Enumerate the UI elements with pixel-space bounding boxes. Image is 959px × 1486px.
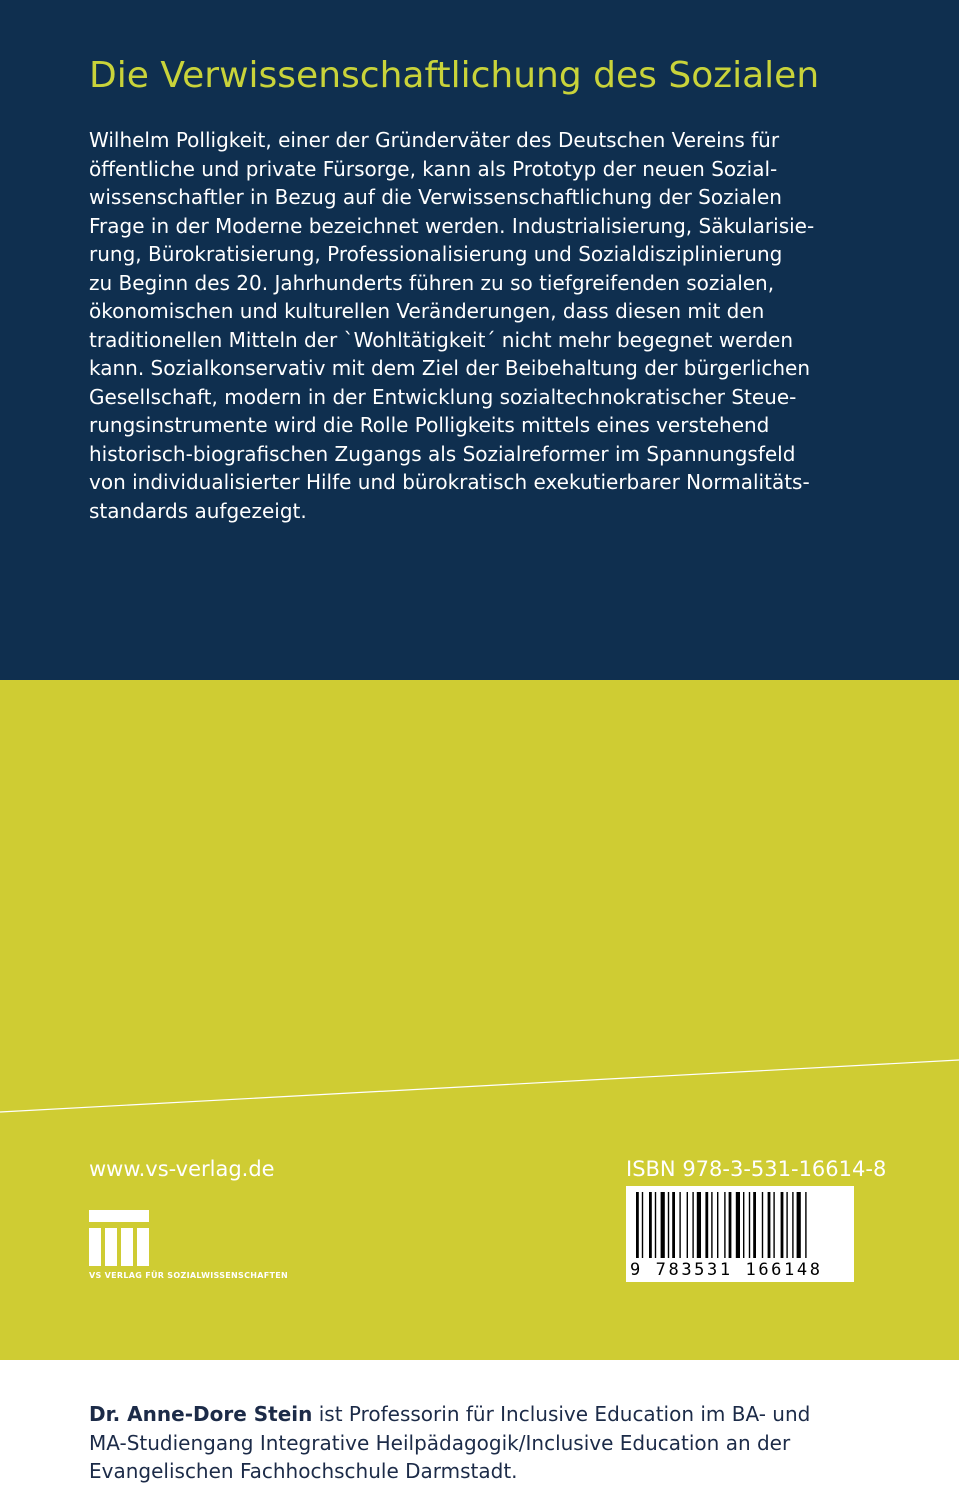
barcode-bar — [692, 1192, 693, 1258]
barcode-bar — [729, 1192, 732, 1258]
blurb-line: rung, Bürokratisierung, Professionalisierung und Sozialdisziplinierung — [89, 242, 783, 266]
barcode-bar — [711, 1192, 712, 1258]
bio-line: MA-Studiengang Integrative Heilpädagogik/Inclusive Education an der — [89, 1430, 791, 1455]
barcode-bar — [724, 1192, 725, 1258]
blurb-line: ökonomischen und kulturellen Veränderungen, dass diesen mit den — [89, 299, 765, 323]
barcode — [626, 1186, 854, 1282]
isbn-label: ISBN 978-3-531-16614-8 — [626, 1157, 887, 1181]
barcode-bar — [753, 1192, 756, 1258]
barcode-bar — [805, 1192, 806, 1258]
barcode-bar — [636, 1192, 639, 1258]
barcode-bar — [781, 1192, 784, 1258]
barcode-bar — [749, 1192, 750, 1258]
barcode-bar — [697, 1192, 701, 1258]
publisher-name: VS VERLAG FÜR SOZIALWISSENSCHAFTEN — [89, 1271, 289, 1280]
blurb-line: standards aufgezeigt. — [89, 498, 307, 523]
blurb-line: Gesellschaft, modern in der Entwicklung sozialtechnokratischer Steue- — [89, 384, 797, 409]
author-name: Dr. Anne-Dore Stein — [89, 1402, 313, 1426]
blurb-line: rungsinstrumente wird die Rolle Polligkeits mittels eines verstehend — [89, 413, 770, 437]
blurb-line: öffentliche und private Fürsorge, kann als Prototyp der neuen Sozial- — [89, 156, 778, 181]
website-link[interactable]: www.vs-verlag.de — [89, 1157, 275, 1181]
barcode-bar — [687, 1192, 688, 1258]
barcode-bar — [743, 1192, 744, 1258]
barcode-bar — [786, 1192, 787, 1258]
barcode-bar — [661, 1192, 665, 1258]
vs-verlag-logo-icon — [89, 1210, 149, 1266]
barcode-bar — [679, 1192, 680, 1258]
barcode-bar — [655, 1192, 656, 1258]
blurb-line: Wilhelm Polligkeit, einer der Gründerväter des Deutschen Vereins für — [89, 128, 780, 152]
blurb-line: zu Beginn des 20. Jahrhunderts führen zu so tiefgreifenden sozialen, — [89, 270, 775, 295]
barcode-bar — [649, 1192, 652, 1258]
barcode-bar — [792, 1192, 793, 1258]
blurb-line: von individualisierter Hilfe und bürokratisch exekutierbarer Normalitäts- — [89, 470, 810, 494]
blurb-line: Frage in der Moderne bezeichnet werden. Industrialisierung, Säkularisie- — [89, 213, 815, 238]
book-title: Die Verwissenschaftlichung des Sozialen — [89, 55, 820, 96]
barcode-bar — [668, 1192, 669, 1258]
barcode-icon — [634, 1192, 846, 1258]
barcode-bar — [773, 1192, 774, 1258]
barcode-digits: 9 783531 166148 — [630, 1260, 823, 1280]
barcode-bar — [762, 1192, 763, 1258]
barcode-bar — [797, 1192, 801, 1258]
bio-line-rest: ist Professorin für Inclusive Education im BA- und — [312, 1402, 811, 1426]
blurb-line: traditionellen Mitteln der `Wohltätigkeit´ nicht mehr begegnet werden — [89, 327, 794, 352]
blurb-line: kann. Sozialkonservativ mit dem Ziel der Beibehaltung der bürgerlichen — [89, 356, 811, 380]
barcode-bar — [736, 1192, 740, 1258]
blurb-line: historisch-biografischen Zugangs als Sozialreformer im Spannungsfeld — [89, 441, 796, 466]
barcode-bar — [705, 1192, 708, 1258]
divider-line — [0, 1060, 959, 1112]
author-bio — [89, 1400, 810, 1486]
bio-line — [89, 1400, 810, 1429]
barcode-bar — [672, 1192, 675, 1258]
blurb-line: wissenschaftler in Bezug auf die Verwissenschaftlichung der Sozialen — [89, 185, 782, 209]
barcode-bar — [768, 1192, 771, 1258]
barcode-bar — [717, 1192, 718, 1258]
bio-line: Evangelischen Fachhochschule Darmstadt. — [89, 1459, 518, 1483]
barcode-bar — [642, 1192, 643, 1258]
